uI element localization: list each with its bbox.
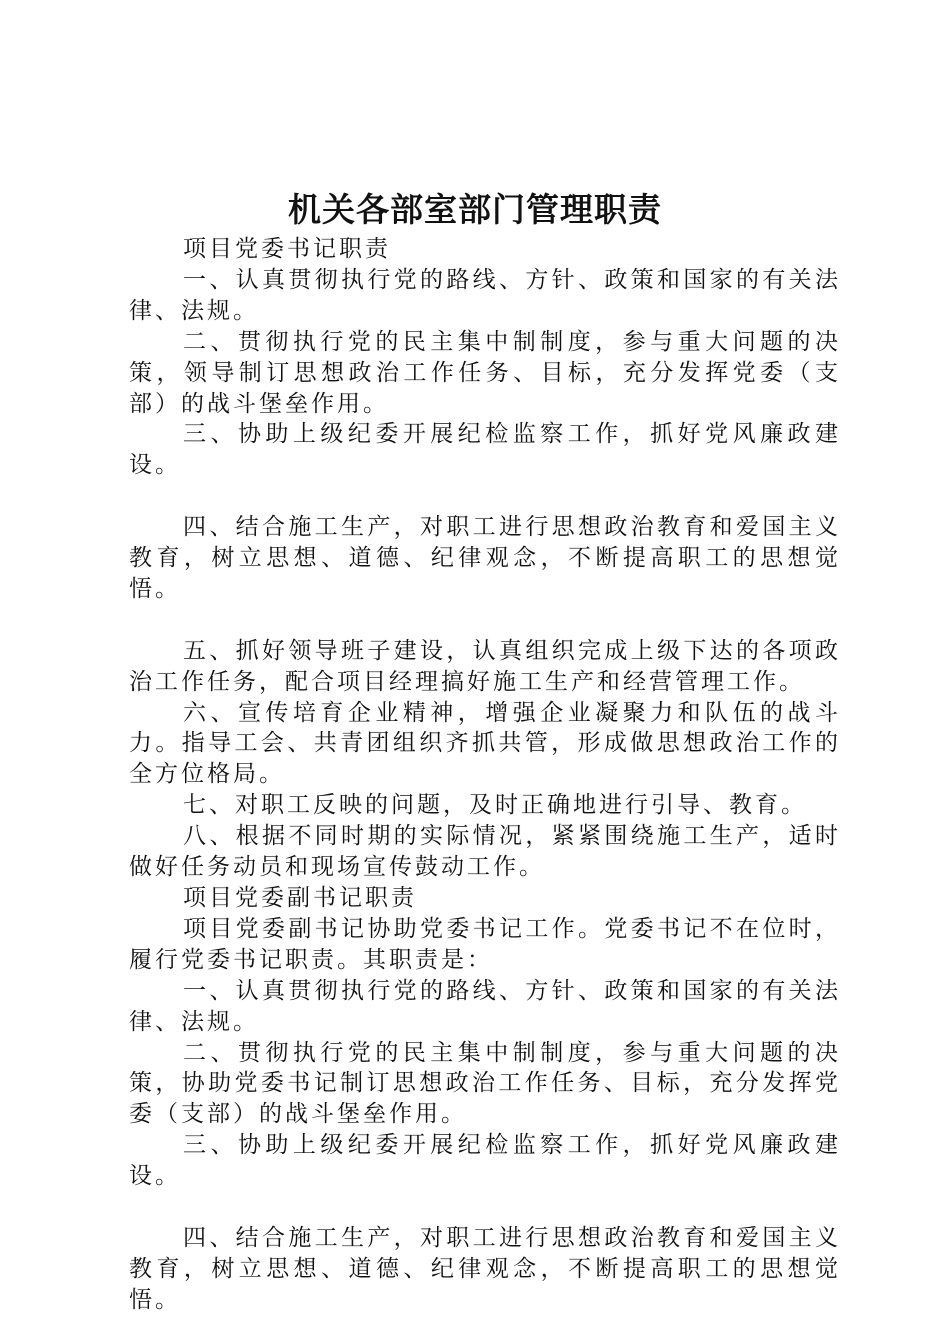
paragraph: 项目党委副书记协助党委书记工作。党委书记不在位时，履行党委书记职责。其职责是： — [129, 915, 841, 973]
paragraph: 三、协助上级纪委开展纪检监察工作，抓好党风廉政建设。 — [129, 421, 841, 479]
paragraph: 四、结合施工生产，对职工进行思想政治教育和爱国主义教育，树立思想、道德、纪律观念，不断提高职工的思想觉悟。 — [129, 514, 841, 602]
blank-line — [129, 605, 841, 636]
section-heading: 项目党委书记职责 — [183, 236, 391, 262]
paragraph: 八、根据不同时期的实际情况，紧紧围绕施工生产，适时做好任务动员和现场宣传鼓动工作。 — [129, 823, 841, 881]
paragraph: 二、贯彻执行党的民主集中制制度，参与重大问题的决策，领导制订思想政治工作任务、目标，充分发挥党委（支部）的战斗堡垒作用。 — [129, 328, 841, 417]
paragraph: 七、对职工反映的问题，及时正确地进行引导、教育。 — [183, 792, 807, 819]
blank-line — [129, 481, 841, 512]
document-title: 机关各部室部门管理职责 — [288, 190, 662, 229]
blank-line — [129, 1192, 841, 1223]
document-body — [129, 234, 841, 1316]
paragraph: 二、贯彻执行党的民主集中制制度，参与重大问题的决策，协助党委书记制订思想政治工作任务、目标，充分发挥党委（支部）的战斗堡垒作用。 — [129, 1039, 841, 1128]
paragraph: 一、认真贯彻执行党的路线、方针、政策和国家的有关法律、法规。 — [129, 266, 841, 324]
section-heading: 项目党委副书记职责 — [183, 885, 417, 911]
paragraph: 六、宣传培育企业精神，增强企业凝聚力和队伍的战斗力。指导工会、共青团组织齐抓共管，形成做思想政治工作的全方位格局。 — [129, 699, 841, 788]
paragraph: 五、抓好领导班子建设，认真组织完成上级下达的各项政治工作任务，配合项目经理搞好施工生产和经营管理工作。 — [129, 637, 841, 695]
paragraph: 一、认真贯彻执行党的路线、方针、政策和国家的有关法律、法规。 — [129, 977, 841, 1035]
paragraph: 四、结合施工生产，对职工进行思想政治教育和爱国主义教育，树立思想、道德、纪律观念，不断提高职工的思想觉悟。 — [129, 1224, 841, 1313]
paragraph: 三、协助上级纪委开展纪检监察工作，抓好党风廉政建设。 — [129, 1132, 841, 1190]
